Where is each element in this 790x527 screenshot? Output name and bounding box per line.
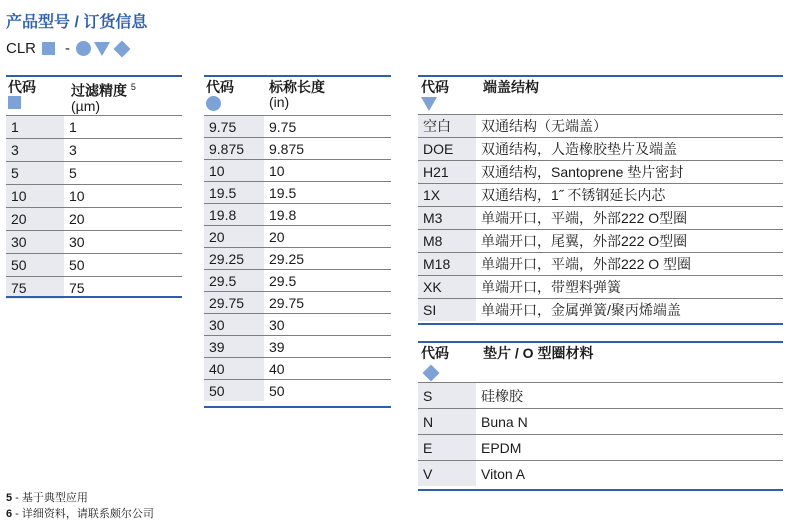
table-row	[204, 138, 391, 160]
table-row	[204, 116, 391, 138]
table-row	[6, 185, 182, 208]
value-cell: Viton A	[481, 465, 526, 482]
value-cell: 单端开口，带塑料弹簧	[476, 276, 783, 299]
page-title: 产品型号 / 订货信息	[6, 14, 148, 31]
value-cell: EPDM	[476, 435, 783, 461]
code-cell: N	[418, 409, 476, 435]
value-cell: 9.75	[264, 116, 391, 138]
length-header-code: 代码	[206, 80, 234, 114]
gasket-header-name: 垫片 / O 型圈材料	[483, 345, 594, 361]
value-cell: 5	[64, 162, 182, 185]
value-cell: 19.5	[264, 182, 391, 204]
table-row	[6, 116, 182, 139]
value-cell: 19.8	[264, 204, 391, 226]
value-cell: 40	[264, 358, 391, 380]
gasket-material-table	[418, 383, 783, 486]
value-cell: 30	[264, 314, 391, 336]
square-symbol-icon	[42, 42, 55, 55]
code-cell: 空白	[418, 115, 476, 138]
gasket-header-code: 代码	[421, 346, 449, 382]
circle-symbol-icon	[206, 96, 221, 111]
table-row	[204, 270, 391, 292]
value-cell: 29.75	[264, 292, 391, 314]
triangle-symbol-icon	[94, 42, 110, 56]
diamond-symbol-icon	[114, 40, 131, 57]
table-row	[6, 254, 182, 277]
table-row	[418, 184, 783, 207]
table-row	[418, 253, 783, 276]
value-cell: 50	[64, 254, 182, 277]
endcap-table-top-rule	[418, 75, 783, 77]
table-row	[6, 139, 182, 162]
filter-rating-table	[6, 116, 182, 299]
value-cell: 硅橡胶	[476, 383, 783, 409]
code-cell: 1	[6, 116, 64, 139]
value-cell: 单端开口，金属弹簧/聚丙烯端盖	[481, 302, 681, 318]
code-cell: M8	[418, 230, 476, 253]
value-cell: 双通结构（无端盖）	[476, 115, 783, 138]
value-cell: 9.875	[264, 138, 391, 160]
table-row	[6, 231, 182, 254]
code-cell: 39	[204, 336, 264, 358]
model-prefix: CLR	[6, 40, 37, 57]
table-row	[204, 182, 391, 204]
footnote-5: 5 - 基于典型应用	[6, 492, 88, 504]
value-cell: 双通结构，Santoprene 垫片密封	[476, 161, 783, 184]
nominal-length-table	[204, 116, 391, 401]
table-row	[418, 409, 783, 435]
value-cell: 29.5	[264, 270, 391, 292]
model-dash: -	[65, 40, 71, 57]
value-cell: 单端开口，平端，外部222 O型圈	[476, 207, 783, 230]
table-row	[204, 226, 391, 248]
value-cell: 10	[64, 185, 182, 208]
code-cell: 29.75	[204, 292, 264, 314]
value-cell: 单端开口，尾翼，外部222 O型圈	[476, 230, 783, 253]
code-cell: SI	[418, 299, 476, 322]
table-row	[418, 230, 783, 253]
code-cell: 20	[204, 226, 264, 248]
value-cell: Buna N	[476, 409, 783, 435]
value-cell: 双通结构，1˝ 不锈钢延长内芯	[476, 184, 783, 207]
filter-table-top-rule	[6, 75, 182, 77]
filter-header-name: 过滤精度 $^5$ (µm)	[71, 82, 136, 114]
code-cell: XK	[418, 276, 476, 299]
length-table-bottom-rule	[204, 406, 391, 408]
code-cell: V	[418, 461, 476, 487]
triangle-symbol-icon	[421, 97, 437, 111]
table-row	[418, 383, 783, 409]
code-cell: 9.875	[204, 138, 264, 160]
gasket-table-bottom-rule	[418, 489, 783, 491]
code-cell: 10	[6, 185, 64, 208]
code-cell: 29.5	[204, 270, 264, 292]
table-row	[6, 208, 182, 231]
circle-symbol-icon	[76, 41, 91, 56]
table-row	[418, 435, 783, 461]
endcap-header-name: 端盖结构	[483, 79, 539, 95]
code-cell: 30	[204, 314, 264, 336]
table-row	[204, 160, 391, 182]
code-cell: 40	[204, 358, 264, 380]
end-cap-table	[418, 115, 783, 321]
table-row	[204, 336, 391, 358]
code-cell: H21	[418, 161, 476, 184]
table-row	[418, 138, 783, 161]
diamond-symbol-icon	[423, 365, 440, 382]
table-row	[418, 276, 783, 299]
table-row	[418, 299, 783, 322]
code-cell: 9.75	[204, 116, 264, 138]
code-cell: 10	[204, 160, 264, 182]
length-header-name: 标称长度 (in)	[269, 79, 325, 110]
code-cell: 19.5	[204, 182, 264, 204]
code-cell: M3	[418, 207, 476, 230]
code-cell: 3	[6, 139, 64, 162]
code-cell: 50	[204, 380, 264, 402]
table-row	[418, 207, 783, 230]
code-cell: 1X	[418, 184, 476, 207]
model-code-line	[6, 40, 128, 57]
code-cell: 20	[6, 208, 64, 231]
value-cell: 20	[264, 226, 391, 248]
value-cell: 10	[264, 160, 391, 182]
table-row	[204, 248, 391, 270]
code-cell: DOE	[418, 138, 476, 161]
table-row	[204, 314, 391, 336]
code-cell: E	[418, 435, 476, 461]
endcap-header-code: 代码	[421, 80, 449, 114]
code-cell: 50	[6, 254, 64, 277]
table-row	[204, 380, 391, 402]
table-row	[418, 161, 783, 184]
value-cell: 双通结构，人造橡胶垫片及端盖	[476, 138, 783, 161]
value-cell: 1	[64, 116, 182, 139]
value-cell: 20	[64, 208, 182, 231]
filter-header-code: 代码	[8, 80, 36, 112]
code-cell: 29.25	[204, 248, 264, 270]
value-cell: 单端开口，平端，外部222 O 型圈	[476, 253, 783, 276]
code-cell: M18	[418, 253, 476, 276]
table-row	[6, 162, 182, 185]
code-cell: 30	[6, 231, 64, 254]
code-cell: 19.8	[204, 204, 264, 226]
value-cell: 29.25	[264, 248, 391, 270]
table-row	[418, 115, 783, 138]
value-cell: 3	[64, 139, 182, 162]
table-row	[204, 292, 391, 314]
code-cell: 75	[6, 277, 64, 300]
table-row	[204, 204, 391, 226]
gasket-table-top-rule	[418, 341, 783, 343]
table-row	[418, 461, 783, 487]
endcap-table-bottom-rule	[418, 323, 783, 325]
length-table-top-rule	[204, 75, 391, 77]
footnote-6: 6 - 详细资料，请联系颇尔公司	[6, 508, 154, 520]
table-row	[204, 358, 391, 380]
value-cell: 39	[264, 336, 391, 358]
filter-table-bottom-rule	[6, 296, 182, 298]
code-cell: S	[418, 383, 476, 409]
value-cell: 50	[269, 382, 285, 399]
value-cell: 75	[69, 280, 85, 296]
square-symbol-icon	[8, 96, 21, 109]
value-cell: 30	[64, 231, 182, 254]
code-cell: 5	[6, 162, 64, 185]
